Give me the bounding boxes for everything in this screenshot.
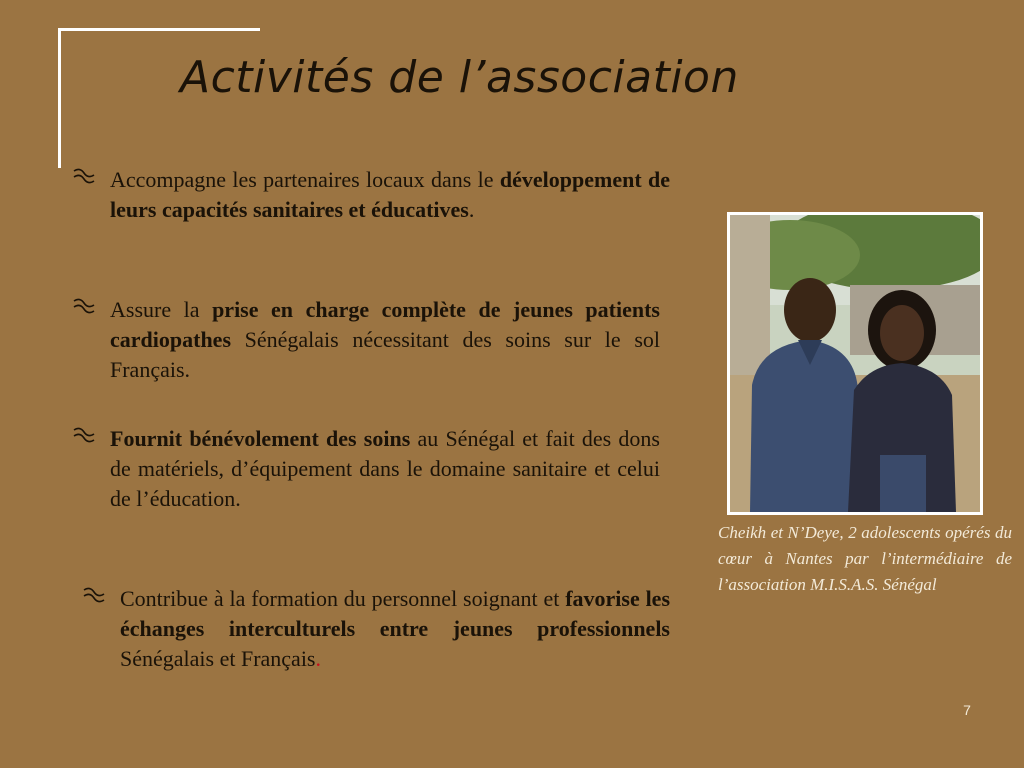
bullet-item bbox=[110, 165, 670, 225]
page-number: 7 bbox=[963, 702, 971, 718]
bullet-text-plain: Assure la bbox=[110, 297, 213, 322]
bullet-text-plain: Accompagne les partenaires locaux dans le bbox=[110, 167, 500, 192]
bullet-text-plain: . bbox=[468, 197, 475, 222]
corner-bracket-vertical bbox=[58, 28, 61, 168]
bullet-item bbox=[120, 584, 670, 674]
bullet-item bbox=[110, 424, 660, 514]
bullet-text-plain: Contribue à la formation du personnel soignant et bbox=[120, 586, 566, 611]
slide-title: Activités de l’association bbox=[180, 52, 739, 103]
bullet-marker-icon bbox=[68, 424, 98, 455]
bullet-text-plain: Sénégalais et Français bbox=[120, 646, 316, 671]
bullet-text-plain: au Sénégal et fait des dons de matériels, d’équipement dans le domaine sanitaire et celui de l’éducation. bbox=[110, 426, 660, 511]
photo-two-teenagers bbox=[727, 212, 983, 515]
corner-bracket-horizontal bbox=[58, 28, 260, 31]
bullet-item bbox=[110, 295, 660, 385]
bullet-text-bold: Fournit bénévolement des soins bbox=[110, 426, 411, 451]
bullet-text-plain: Sénégalais nécessitant des soins sur le sol Français. bbox=[110, 327, 660, 382]
bullet-marker-icon bbox=[78, 584, 108, 615]
photo-illustration bbox=[730, 215, 980, 512]
photo-caption: Cheikh et N’Deye, 2 adolescents opérés du cœur à Nantes par l’intermédiaire de l’association M.I.S.A.S. Sénégal bbox=[718, 523, 1012, 594]
bullet-text-bold: favorise les échanges interculturels entre jeunes professionnels bbox=[120, 586, 671, 641]
bullet-text-bold: développement de leurs capacités sanitaires et éducatives bbox=[110, 167, 670, 222]
bullet-marker-icon bbox=[68, 295, 98, 326]
bullet-end-punctuation: . bbox=[315, 646, 321, 671]
bullet-text-bold: prise en charge complète de jeunes patients cardiopathes bbox=[110, 297, 660, 352]
bullet-marker-icon bbox=[68, 165, 98, 196]
